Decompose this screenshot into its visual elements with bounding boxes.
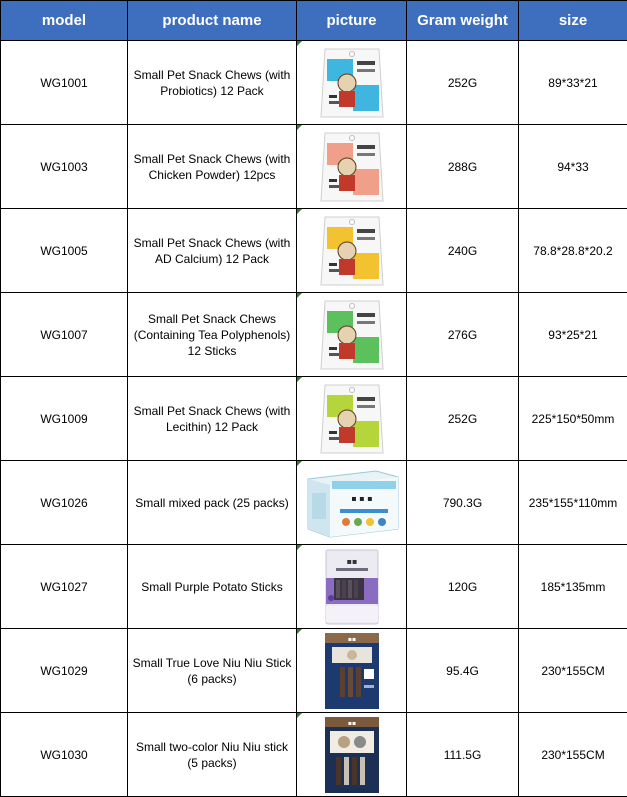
- svg-text:▪▪: ▪▪: [346, 556, 357, 566]
- pouch-graphic-part: [357, 61, 375, 65]
- model-cell: WG1026: [1, 461, 128, 545]
- header-picture: picture: [297, 1, 407, 41]
- gram-weight-cell: 111.5G: [407, 713, 519, 797]
- model-cell: WG1027: [1, 545, 128, 629]
- pouch-graphic-part: [353, 169, 379, 195]
- pouch-graphic-part: [357, 229, 375, 233]
- picture-cell: [297, 293, 407, 377]
- gram-weight-cell: 252G: [407, 377, 519, 461]
- pouch-graphic-part: [357, 145, 375, 149]
- product-name-cell: Small Pet Snack Chews (Containing Tea Polyphenols) 12 Sticks: [128, 293, 297, 377]
- model-cell: WG1005: [1, 209, 128, 293]
- table-row: [1, 545, 627, 629]
- pouch-graphic-part: [349, 303, 354, 308]
- size-cell: 235*155*110mm: [519, 461, 627, 545]
- svg-text:▪▪: ▪▪: [347, 719, 356, 727]
- header-product-name: product name: [128, 1, 297, 41]
- svg-text:▪ ▪ ▪: ▪ ▪ ▪: [350, 493, 373, 503]
- pouch-graphic-part: [338, 410, 356, 428]
- picture-cell: [297, 377, 407, 461]
- pouch-graphic-part: [338, 158, 356, 176]
- mixed-pack-band: [332, 481, 396, 489]
- pouch-graphic-part: [329, 263, 337, 266]
- mixed-pack-box-icon: [302, 467, 402, 539]
- pouch-graphic-part: [353, 85, 379, 111]
- table-row: [1, 125, 627, 209]
- header-size: size: [519, 1, 627, 41]
- product-name-cell: Small Pet Snack Chews (with Lecithin) 12 Pack: [128, 377, 297, 461]
- pet-snack-pouch-icon: [317, 213, 387, 289]
- model-cell: WG1009: [1, 377, 128, 461]
- pouch-graphic-part: [353, 253, 379, 279]
- picture-cell: [297, 713, 407, 797]
- pouch-graphic-part: [339, 259, 355, 275]
- model-cell: WG1029: [1, 629, 128, 713]
- pouch-graphic-part: [338, 326, 356, 344]
- table-row: [1, 209, 627, 293]
- size-cell: 185*135mm: [519, 545, 627, 629]
- pouch-graphic-part: [357, 321, 375, 324]
- niu-niu-stick-bag-icon: [322, 631, 382, 711]
- pouch-graphic-part: [329, 353, 339, 356]
- pouch-graphic-part: [329, 431, 337, 434]
- product-name-cell: Small True Love Niu Niu Stick (6 packs): [128, 629, 297, 713]
- picture-cell: [297, 41, 407, 125]
- product-name-cell: Small mixed pack (25 packs): [128, 461, 297, 545]
- pouch-graphic-part: [353, 421, 379, 447]
- size-cell: 94*33: [519, 125, 627, 209]
- pouch-graphic-part: [329, 185, 339, 188]
- size-cell: 230*155CM: [519, 713, 627, 797]
- svg-text:▪▪: ▪▪: [347, 635, 356, 643]
- pouch-graphic-part: [357, 237, 375, 240]
- gram-weight-cell: 95.4G: [407, 629, 519, 713]
- pouch-graphic-part: [329, 269, 339, 272]
- purple-potato-bag-icon: [322, 548, 382, 626]
- table-row: [1, 629, 627, 713]
- pet-snack-pouch-icon: [317, 129, 387, 205]
- table-row: [1, 713, 627, 797]
- pouch-graphic-part: [329, 347, 337, 350]
- pouch-graphic-part: [357, 405, 375, 408]
- pet-snack-pouch-icon: [317, 297, 387, 373]
- model-cell: WG1007: [1, 293, 128, 377]
- size-cell: 93*25*21: [519, 293, 627, 377]
- pouch-graphic-part: [329, 95, 337, 98]
- pouch-graphic-part: [357, 397, 375, 401]
- pouch-graphic-part: [338, 74, 356, 92]
- pouch-graphic-part: [339, 427, 355, 443]
- product-name-cell: Small Purple Potato Sticks: [128, 545, 297, 629]
- pouch-graphic-part: [329, 437, 339, 440]
- gram-weight-cell: 252G: [407, 41, 519, 125]
- size-cell: 225*150*50mm: [519, 377, 627, 461]
- pouch-graphic-part: [357, 69, 375, 72]
- pouch-graphic-part: [339, 175, 355, 191]
- gram-weight-cell: 240G: [407, 209, 519, 293]
- pouch-graphic-part: [329, 101, 339, 104]
- header-row: [1, 1, 627, 41]
- picture-cell: [297, 209, 407, 293]
- gram-weight-cell: 790.3G: [407, 461, 519, 545]
- size-cell: 230*155CM: [519, 629, 627, 713]
- gram-weight-cell: 288G: [407, 125, 519, 209]
- table-row: [1, 461, 627, 545]
- pet-snack-pouch-icon: [317, 381, 387, 457]
- picture-cell: [297, 545, 407, 629]
- pouch-graphic-part: [357, 313, 375, 317]
- picture-cell: [297, 461, 407, 545]
- pouch-graphic-part: [349, 51, 354, 56]
- model-cell: WG1003: [1, 125, 128, 209]
- header-gram-weight: Gram weight: [407, 1, 519, 41]
- table-row: [1, 293, 627, 377]
- header-model: model: [1, 1, 128, 41]
- pouch-graphic-part: [349, 387, 354, 392]
- table-row: [1, 377, 627, 461]
- pet-snack-pouch-icon: [317, 45, 387, 121]
- pouch-graphic-part: [349, 135, 354, 140]
- size-cell: 78.8*28.8*20.2: [519, 209, 627, 293]
- pouch-graphic-part: [357, 153, 375, 156]
- size-cell: 89*33*21: [519, 41, 627, 125]
- model-cell: WG1030: [1, 713, 128, 797]
- picture-cell: [297, 125, 407, 209]
- model-cell: WG1001: [1, 41, 128, 125]
- pouch-graphic-part: [338, 242, 356, 260]
- product-name-cell: Small Pet Snack Chews (with AD Calcium) 12 Pack: [128, 209, 297, 293]
- table-row: [1, 41, 627, 125]
- pouch-graphic-part: [329, 179, 337, 182]
- niu-niu-stick-bag-icon: [322, 715, 382, 795]
- pouch-graphic-part: [339, 343, 355, 359]
- pouch-graphic-part: [353, 337, 379, 363]
- product-name-cell: Small Pet Snack Chews (with Probiotics) 12 Pack: [128, 41, 297, 125]
- gram-weight-cell: 276G: [407, 293, 519, 377]
- pouch-graphic-part: [349, 219, 354, 224]
- picture-cell: [297, 629, 407, 713]
- product-name-cell: Small two-color Niu Niu stick (5 packs): [128, 713, 297, 797]
- gram-weight-cell: 120G: [407, 545, 519, 629]
- pouch-graphic-part: [339, 91, 355, 107]
- product-name-cell: Small Pet Snack Chews (with Chicken Powder) 12pcs: [128, 125, 297, 209]
